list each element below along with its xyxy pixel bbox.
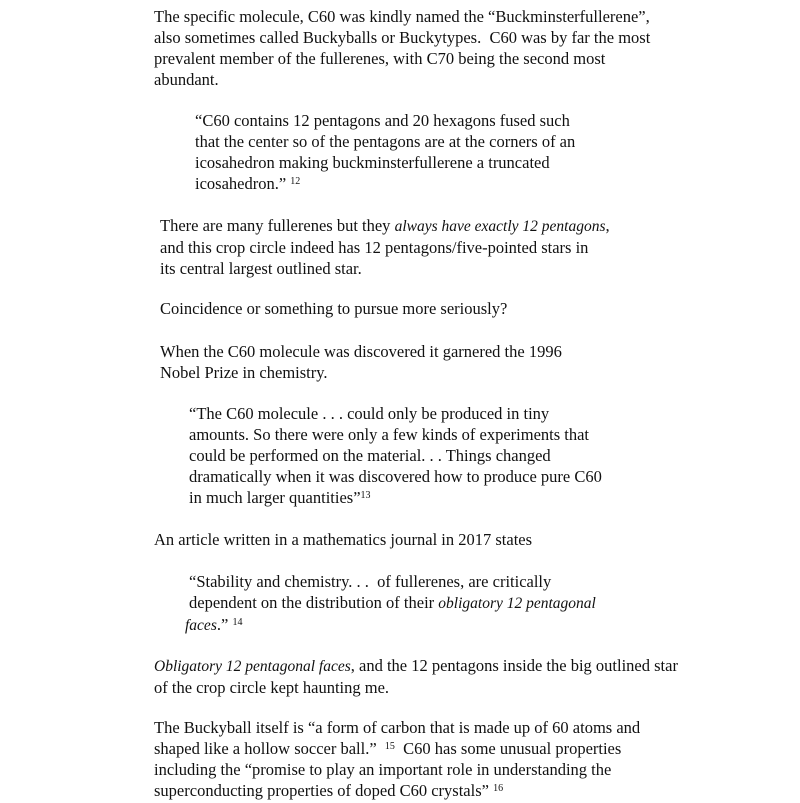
- text-line: icosahedron making buckminsterfullerene a truncated: [195, 153, 550, 172]
- text-line: Coincidence or something to pursue more seriously?: [160, 299, 508, 318]
- text-line: When the C60 molecule was discovered it garnered the 1996: [160, 342, 562, 361]
- text-line: The specific molecule, C60 was kindly named the “Buckminsterfullerene”,: [154, 7, 650, 26]
- text-line: dependent on the distribution of their obligatory 12 pentagonal: [189, 593, 596, 612]
- text-line: abundant.: [154, 70, 219, 89]
- text-line: dramatically when it was discovered how to produce pure C60: [189, 467, 602, 486]
- paragraph-obligatory-faces: [154, 655, 678, 698]
- footnote-ref: 14: [232, 617, 243, 628]
- footnote-ref: 15: [384, 741, 395, 752]
- text-line: that the center so of the pentagons are at the corners of an: [195, 132, 576, 151]
- block-quote-production: [189, 403, 602, 508]
- text-line: superconducting properties of doped C60 crystals” $^{16}$: [154, 781, 504, 800]
- footnote-ref: 12: [290, 176, 301, 187]
- text-line: icosahedron.” $^{12}$: [195, 174, 301, 193]
- emphasis-text: always have exactly 12 pentagons: [394, 218, 606, 235]
- text-line: Nobel Prize in chemistry.: [160, 363, 328, 382]
- text-line: including the “promise to play an important role in understanding the: [154, 760, 612, 779]
- emphasis-text: faces: [185, 617, 217, 634]
- block-quote-stability: [185, 571, 596, 636]
- paragraph-c60-naming: [154, 6, 650, 90]
- text-line: “C60 contains 12 pentagons and 20 hexagons fused such: [195, 111, 570, 130]
- text-line: its central largest outlined star.: [160, 259, 362, 278]
- text-line: faces.” $^{14}$: [185, 615, 243, 634]
- footnote-ref: 16: [493, 783, 504, 794]
- paragraph-math-article: [154, 529, 532, 550]
- text-line: in much larger quantities”$^{13}$: [189, 488, 371, 507]
- paragraph-buckyball: [154, 717, 640, 801]
- paragraph-nobel-prize: [160, 341, 562, 383]
- footnote-ref: 13: [360, 490, 371, 501]
- text-line: of the crop circle kept haunting me.: [154, 678, 390, 697]
- text-line: The Buckyball itself is “a form of carbon that is made up of 60 atoms and: [154, 718, 641, 737]
- text-line: “The C60 molecule . . . could only be produced in tiny: [189, 404, 550, 423]
- paragraph-many-fullerenes: [160, 215, 610, 279]
- text-line: also sometimes called Buckyballs or Buckytypes. C60 was by far the most: [154, 28, 651, 47]
- paragraph-coincidence: [160, 298, 507, 319]
- block-quote-pentagons: [195, 110, 575, 194]
- text-line: There are many fullerenes but they always have exactly 12 pentagons,: [160, 216, 610, 235]
- text-line: amounts. So there were only a few kinds of experiments that: [189, 425, 590, 444]
- text-line: shaped like a hollow soccer ball.” $^{15}$ C60 has some unusual properties: [154, 739, 622, 758]
- text-line: An article written in a mathematics journal in 2017 states: [154, 530, 533, 549]
- text-line: Obligatory 12 pentagonal faces, and the 12 pentagons inside the big outlined star: [154, 656, 678, 675]
- text-line: “Stability and chemistry. . . of fullerenes, are critically: [189, 572, 552, 591]
- emphasis-text: Obligatory 12 pentagonal faces: [154, 658, 351, 675]
- text-line: prevalent member of the fullerenes, with C70 being the second most: [154, 49, 606, 68]
- text-line: could be performed on the material. . . Things changed: [189, 446, 551, 465]
- text-line: and this crop circle indeed has 12 pentagons/five-pointed stars in: [160, 238, 589, 257]
- emphasis-text: obligatory 12 pentagonal: [438, 595, 596, 612]
